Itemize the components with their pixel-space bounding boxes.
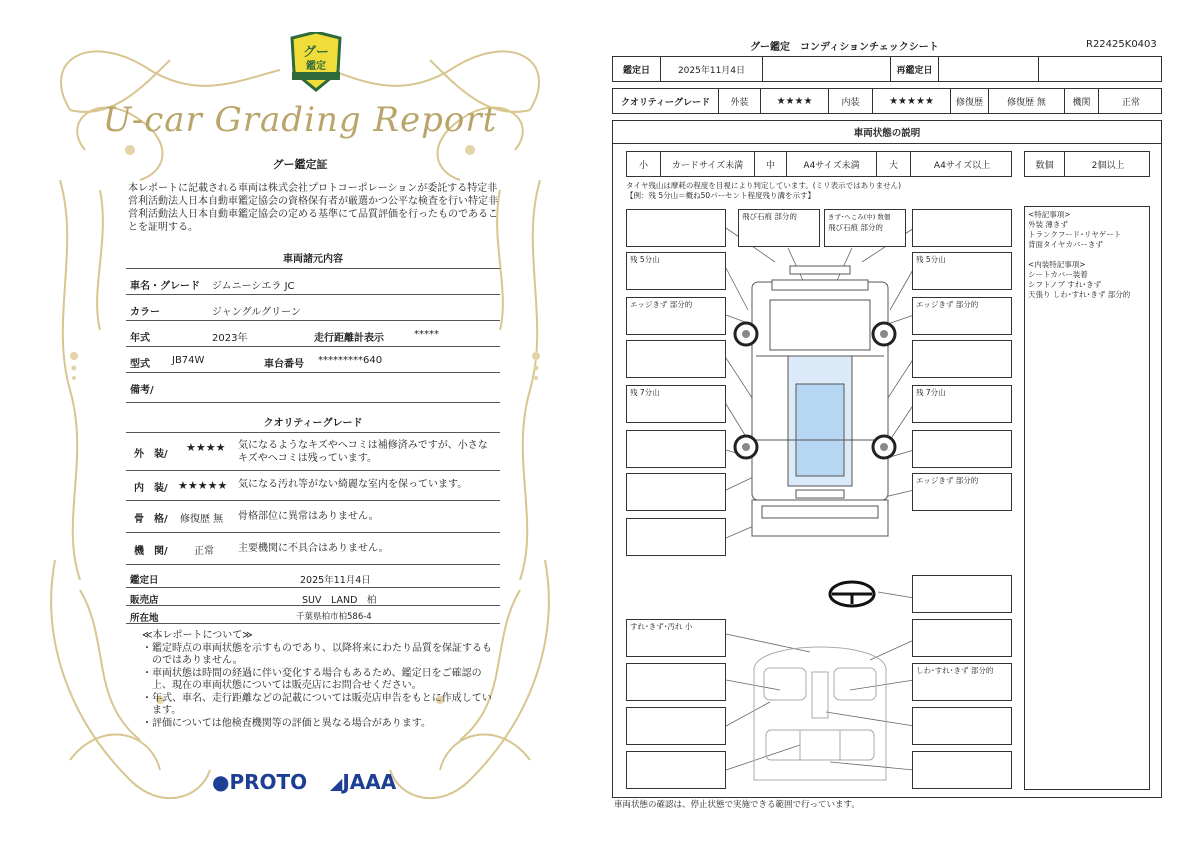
spec-row-year [126,321,500,347]
explain-title: 車両状態の説明 [612,120,1162,144]
spec-row-remarks [126,373,500,403]
legend-medium-desc: A4サイズ未満 [787,152,877,176]
callout-box [912,751,1012,789]
callout-box [626,340,726,378]
callout-text: 残 5分山 [630,255,660,264]
callout-box [912,663,1012,701]
callout-box [626,707,726,745]
spec-section-title: 車両諸元内容 [283,254,343,265]
exterior-stars: ★★★★ [186,441,226,454]
callout-box [912,209,1012,247]
svg-text:鑑定: 鑑定 [306,61,326,72]
callout-text: きず･へこみ(中) 数個 [828,213,891,221]
shop-label: 販売店 [130,595,159,606]
jaaa-logo: ◢JAAA [330,770,397,794]
footer-row-shop [126,588,500,606]
callout-text: エッジきず 部分的 [630,300,693,309]
legend-count-desc: 2個以上 [1091,160,1125,171]
sheet-date-value: 2025年11月4日 [661,57,763,81]
callout-box [626,619,726,657]
callout-box [626,473,726,511]
remarks-label: 備考/ [130,385,154,396]
callout-box [626,209,726,247]
sheet-ext-stars: ★★★★ [761,89,829,113]
script-title: U-car Grading Report [102,100,498,140]
callout-box [912,619,1012,657]
mileage-label: 走行距離計表示 [314,333,384,344]
spec-row-model [126,347,500,373]
color-label: カラー [130,307,160,318]
legend-large: 大 [877,152,911,176]
sheet-int-stars: ★★★★★ [873,89,951,113]
svg-text:グー: グー [302,45,330,60]
note-item: ・評価については他検査機関等の評価と異なる場合があります。 [142,717,431,729]
color-value: ジャングルグリーン [212,307,301,318]
callout-text: 残 7分山 [630,388,660,397]
callout-box [626,430,726,468]
sheet-date-label: 鑑定日 [613,57,661,81]
address-value: 千葉県柏市柏586-4 [296,612,372,622]
callout-box [912,430,1012,468]
name-value: ジムニーシエラ JC [212,281,295,292]
sheet-grade-label: クオリティーグレード [613,89,719,113]
report-number: R22425K0403 [1086,39,1157,50]
special-item: 背面タイヤカバーきず [1028,240,1103,249]
callout-text: 飛び石痕 部分的 [828,223,883,232]
interior-desc: 気になる汚れ等がない綺麗な室内を保っています。 [238,479,468,490]
callout-box [912,297,1012,335]
grade-section-title: クオリティーグレード [263,418,363,429]
cert-date-value: 2025年11月4日 [300,575,371,586]
tire-note-1: タイヤ残山は摩耗の程度を目視により判定しています。(ミリ表示ではありません) [626,181,902,190]
spec-row-name [126,269,500,295]
callout-text: 残 5分山 [916,255,946,264]
callout-box [626,518,726,556]
callout-box [626,252,726,290]
interior-heading: <内装特記事項> [1028,260,1086,269]
frame-value: 修復歴 無 [180,514,224,525]
cert-date-label: 鑑定日 [130,575,159,586]
callout-box [626,385,726,423]
recheck-label: 再鑑定日 [891,57,939,81]
chassis-value: *********640 [318,355,383,366]
interior-label: 内 装/ [134,483,168,494]
callout-text: しわ･すれ･きず 部分的 [916,666,994,675]
sheet-ext-label: 外装 [719,89,761,113]
sheet-engine-value: 正常 [1121,97,1140,108]
legend-large-desc: A4サイズ以上 [933,160,991,171]
callout-text: すれ･きず･汚れ 小 [630,622,693,631]
legend-count: 数個 [1025,152,1065,176]
callout-box [912,340,1012,378]
footer-row-address [126,606,500,624]
frame-label: 骨 格/ [134,514,168,525]
tire-note-2: 【例：残 5分山＝概ね50パーセント程度残り溝を示す】 [626,191,816,200]
legend-small-desc: カードサイズ未満 [661,152,755,176]
interior-item: シフトノブ すれ･きず [1028,280,1102,289]
sheet-repair-label: 修復歴 [951,89,989,113]
callout-box [738,209,820,247]
grade-row-frame [126,501,500,533]
exterior-desc: 気になるようなキズやヘコミは補修済みですが、小さなキズやヘコミは残っています。 [238,440,488,464]
interior-stars: ★★★★★ [178,479,228,492]
bottom-note: 車両状態の確認は、停止状態で実施できる範囲で行っています。 [614,800,860,810]
callout-text: エッジきず 部分的 [916,300,979,309]
sheet-repair-value: 修復歴 無 [989,89,1065,113]
grade-row-engine [126,533,500,565]
grade-row-interior [126,471,500,501]
year-value: 2023年 [212,333,248,344]
interior-item: 天張り しわ･すれ･きず 部分的 [1028,290,1131,299]
engine-value: 正常 [194,546,214,557]
callout-box [912,473,1012,511]
callout-box [912,385,1012,423]
year-label: 年式 [130,333,150,344]
sheet-int-label: 内装 [829,89,873,113]
sheet-engine-label: 機関 [1065,89,1099,113]
address-label: 所在地 [130,613,159,624]
special-remarks [1024,206,1150,790]
exterior-label: 外 装/ [134,449,168,460]
callout-box [824,209,906,247]
special-heading: <特記事項> [1028,210,1071,219]
callout-box [626,297,726,335]
note-item: ・年式、車名、走行距離などの記載については販売店申告をもとに作成しています。 [142,692,492,716]
notes-heading: ≪本レポートについて≫ [142,630,253,641]
legend-small: 小 [627,152,661,176]
model-value: JB74W [172,355,205,366]
condition-check-sheet [600,0,1200,848]
note-item: ・車両状態は時間の経過に伴い変化する場合もあるため、鑑定日をご確認の上、現在の車両状態については販売店にお問合せください。 [142,667,482,691]
spec-row-color [126,295,500,321]
proto-logo: ●PROTO [212,770,308,794]
model-label: 型式 [130,359,150,370]
engine-desc: 主要機関に不具合はありません。 [238,543,389,554]
mileage-value: ***** [414,329,439,340]
callout-box [912,252,1012,290]
report-notes [138,630,498,730]
certificate-title: グー鑑定証 [272,158,328,171]
frame-desc: 骨格部位に異常はありません。 [238,511,379,522]
goo-kantei-badge-icon [288,32,344,92]
special-item: トランクフード･リヤゲート [1028,230,1122,239]
footer-row-date [126,568,500,588]
sheet-title: グー鑑定 コンディションチェックシート [750,42,939,53]
callout-box [626,751,726,789]
callout-box [912,707,1012,745]
name-label: 車名・グレード [130,281,200,292]
callout-text: 飛び石痕 部分的 [742,212,797,221]
callout-text: エッジきず 部分的 [916,476,979,485]
grade-row-exterior [126,433,500,471]
interior-item: シートカバー装着 [1028,270,1088,279]
engine-label: 機 関/ [134,546,168,557]
callout-box [626,663,726,701]
legend-medium: 中 [755,152,787,176]
shop-value: SUV LAND 柏 [302,595,377,606]
chassis-label: 車台番号 [264,359,304,370]
certificate-intro: 本レポートに記載される車両は株式会社プロトコーポレーションが委託する特定非営利活動法人日本自動車鑑定協会の資格保有者が厳選かつ公平な検査を行い特定非営利活動法人日本自動車鑑定協会の定める基準にて品質評価を行ったものであることを証明する。 [128,183,498,233]
callout-text: 残 7分山 [916,388,946,397]
special-item: 外装 薄きず [1028,220,1068,229]
note-item: ・鑑定時点の車両状態を示すものであり、以降将来にわたり品質を保証するものではありません。 [142,642,492,666]
callout-box [912,575,1012,613]
